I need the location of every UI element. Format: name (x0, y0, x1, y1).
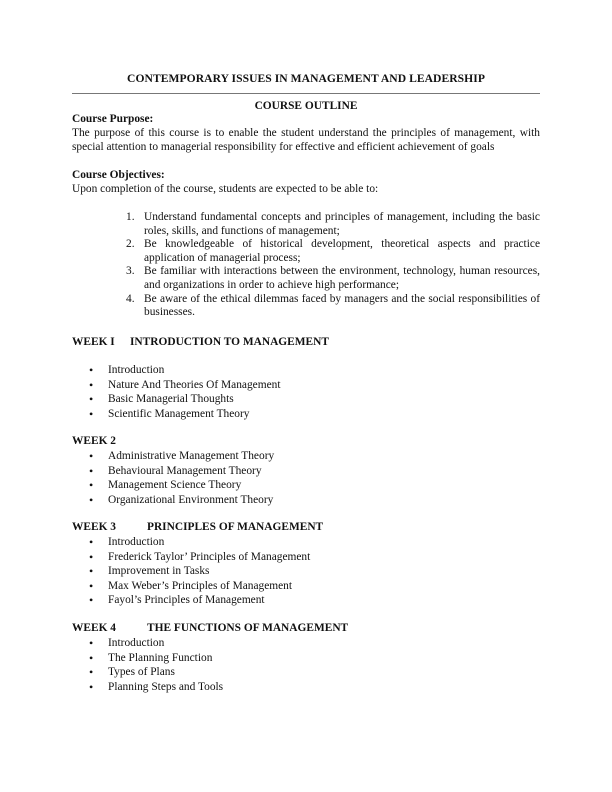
week-4-topics (108, 636, 223, 694)
list-item: • Organizational Environment Theory (108, 493, 274, 508)
week-title: THE FUNCTIONS OF MANAGEMENT (147, 622, 349, 634)
objective-text: Be knowledgeable of historical development, theoretical aspects and practice application of managerial process; (144, 238, 540, 264)
objective-text: Be familiar with interactions between the environment, technology, human resources, and organizations in order to achieve high performance; (144, 265, 540, 291)
week-3-heading (72, 521, 323, 535)
list-item: • Scientific Management Theory (108, 407, 281, 422)
week-label: WEEK I (72, 336, 115, 348)
list-item: • Nature And Theories Of Management (108, 378, 281, 393)
week-title: PRINCIPLES OF MANAGEMENT (147, 521, 324, 533)
list-item: • Behavioural Management Theory (108, 464, 274, 479)
week-1-heading (72, 336, 329, 350)
week-label: WEEK 2 (72, 435, 116, 447)
week-label: WEEK 4 (72, 622, 116, 634)
list-item: • Introduction (108, 363, 281, 378)
list-item: • Basic Managerial Thoughts (108, 392, 281, 407)
week-4-heading (72, 622, 348, 636)
week-title: INTRODUCTION TO MANAGEMENT (130, 336, 329, 348)
objective-text: Be aware of the ethical dilemmas faced by managers and the social responsibilities of businesses. (144, 292, 540, 319)
objective-item (126, 292, 540, 320)
list-item: • Introduction (108, 636, 223, 651)
list-item: • Types of Plans (108, 665, 223, 680)
list-item: • Improvement in Tasks (108, 564, 310, 579)
list-item: • Introduction (108, 535, 310, 550)
week-label: WEEK 3 (72, 521, 116, 533)
objectives-list (126, 211, 540, 320)
document-title: CONTEMPORARY ISSUES IN MANAGEMENT AND LEADERSHIP (127, 72, 485, 85)
list-item: • Management Science Theory (108, 478, 274, 493)
list-item: • Administrative Management Theory (108, 449, 274, 464)
week-3-topics (108, 535, 310, 608)
list-item: • Max Weber’s Principles of Management (108, 579, 310, 594)
list-item: • Planning Steps and Tools (108, 680, 223, 695)
week-2-topics (108, 449, 274, 507)
objective-number: 4. (126, 292, 135, 305)
week-1-topics (108, 363, 281, 421)
course-purpose-heading: Course Purpose: (72, 113, 154, 125)
objective-text: Understand fundamental concepts and principles of management, including the basic roles, skills, and functions of management; (144, 211, 540, 237)
course-objectives-intro: Upon completion of the course, students are expected to be able to: (72, 183, 379, 195)
week-2-heading (72, 435, 116, 449)
title-divider (72, 93, 540, 94)
course-outline-heading: COURSE OUTLINE (254, 100, 358, 112)
objective-number: 1. (126, 211, 135, 223)
list-item: • The Planning Function (108, 651, 223, 666)
objective-number: 3. (126, 265, 135, 278)
course-objectives-heading: Course Objectives: (72, 169, 165, 181)
list-item: • Fayol’s Principles of Management (108, 593, 310, 608)
course-purpose-text: The purpose of this course is to enable the student understand the principles of management, with special attention to managerial responsibility for effective and efficient achievement of goals (72, 127, 540, 153)
objective-item (126, 238, 540, 265)
objective-number: 2. (126, 238, 135, 251)
objective-item (126, 211, 540, 238)
list-item: • Frederick Taylor’ Principles of Management (108, 550, 310, 565)
objective-item (126, 265, 540, 292)
